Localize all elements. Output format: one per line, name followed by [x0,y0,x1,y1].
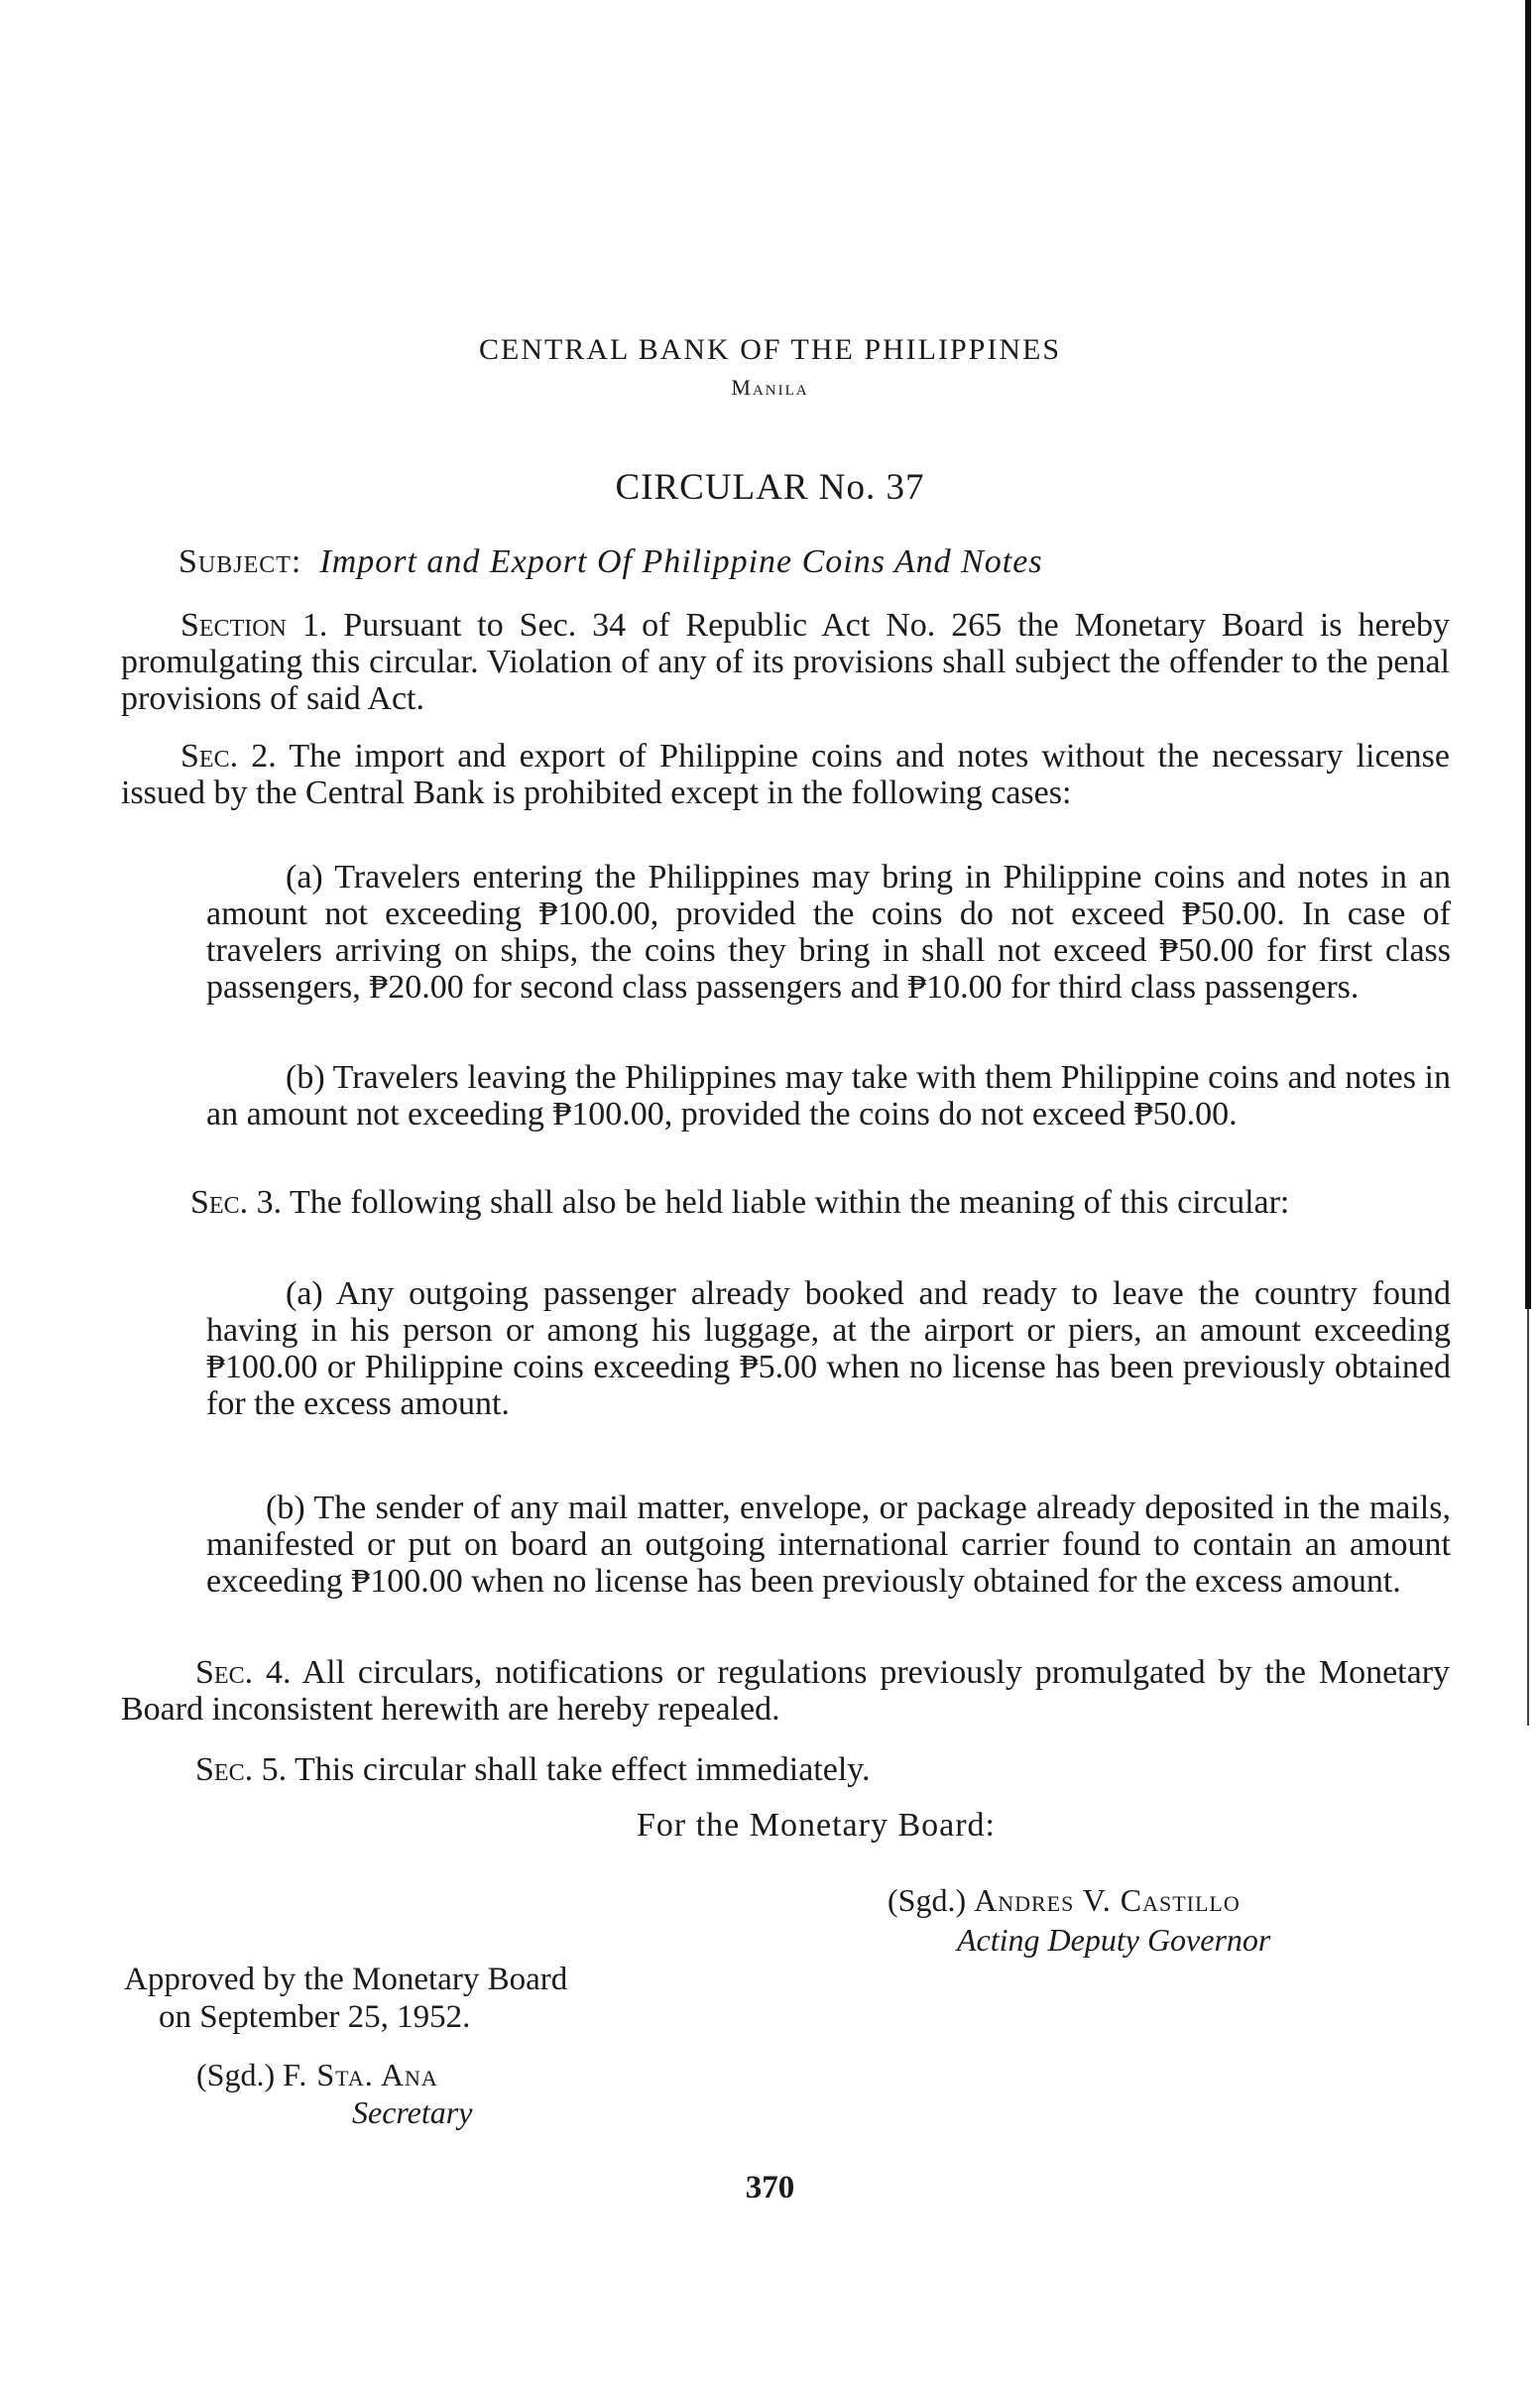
section-2-clause-a: (a) Travelers entering the Philippines may bring in Philippine coins and notes in an amount not exceeding ₱100.00, provided the coins do not exceed ₱50.00. In case of travelers arriving on ships, the coins they bring in shall not exceed ₱50.00 for first class passengers, ₱20.00 for second class passengers and ₱10.00 for third class passengers. [206,859,1451,1006]
section-2-label: Sec. 2. [180,738,277,775]
signer-title: Acting Deputy Governor [957,1922,1271,1958]
section-2-paragraph [121,738,1450,811]
approval-line-1: Approved by the Monetary Board [124,1962,568,1997]
section-2-clause-b: (b) Travelers leaving the Philippines may take with them Philippine coins and notes in an amount not exceeding ₱100.00, provided the coins do not exceed ₱50.00. [206,1059,1451,1133]
signature-block-governor [888,1882,1241,1919]
approval-line-2: on September 25, 1952. [159,1999,471,2035]
scan-edge-shadow [1525,0,1531,1309]
signer-name: Andres V. Castillo [974,1882,1241,1918]
section-5-text: This circular shall take effect immediately. [294,1751,871,1788]
page-number: 370 [745,2170,795,2206]
section-3-text: The following shall also be held liable within the meaning of this circular: [289,1184,1290,1221]
city-subheading: Manila [731,375,809,400]
secretary-name: F. Sta. Ana [283,2057,438,2092]
section-5-paragraph [121,1751,1450,1788]
section-3-paragraph [121,1184,1450,1221]
subject-label: Subject: [178,543,302,580]
organization-heading: CENTRAL BANK OF THE PHILIPPINES [478,333,1062,366]
section-5-label: Sec. 5. [195,1751,288,1788]
signature-block-secretary [196,2057,438,2093]
section-3-clause-a: (a) Any outgoing passenger already booked and ready to leave the country found having in his person or among his luggage, at the airport or piers, an amount exceeding ₱100.00 or Philippine coins exceeding ₱5.00 when no license has been previously obtained for the excess amount. [206,1275,1451,1422]
secretary-title: Secretary [352,2094,473,2130]
section-1-text: Pursuant to Sec. 34 of Republic Act No. 265 the Monetary Board is hereby promulgating this circular. Violation of any of its provisions shall subject the offender to the penal provisions of said Act. [121,607,1450,717]
section-1-paragraph [121,607,1450,717]
section-4-paragraph [121,1654,1450,1728]
section-4-text: All circulars, notifications or regulations previously promulgated by the Monetary Board inconsistent herewith are hereby repealed. [121,1654,1451,1728]
section-3-clause-b: (b) The sender of any mail matter, envelope, or package already deposited in the mails, manifested or put on board an outgoing international carrier found to contain an amount exceeding ₱100.00 when no license has been previously obtained for the excess amount. [206,1490,1451,1600]
signature-prefix: (Sgd.) [196,2057,276,2092]
section-1-label: Section 1. [180,607,328,644]
section-3-label: Sec. 3. [190,1184,283,1221]
subject-text: Import and Export Of Philippine Coins And Notes [319,543,1043,580]
scan-edge-line [1527,1309,1529,1726]
circular-title: CIRCULAR No. 37 [615,467,925,508]
for-board-line: For the Monetary Board: [637,1807,996,1844]
section-4-label: Sec. 4. [195,1654,292,1691]
section-2-text: The import and export of Philippine coins and notes without the necessary license issued by the Central Bank is prohibited except in the following cases: [121,738,1450,811]
signature-prefix: (Sgd.) [888,1882,967,1918]
subject-line [178,543,1368,581]
